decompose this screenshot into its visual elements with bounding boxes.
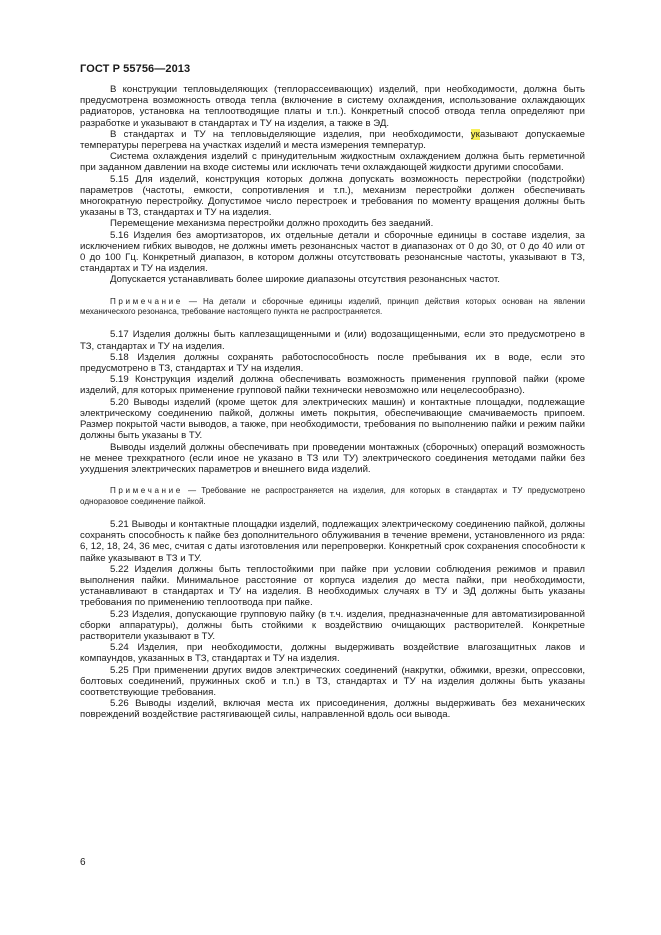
paragraph: 5.25 При применении других видов электрических соединений (накрутки, обжимки, врезки, опрессовки, болтовых соединений, пружинных скоб и т.п.) в ТЗ, стандартах и ТУ на изделия должны быть указаны соответствующие требования. xyxy=(80,664,585,698)
paragraph-highlighted xyxy=(80,129,585,151)
paragraph: 5.17 Изделия должны быть каплезащищенными и (или) водозащищенными, если это предусмотрено в ТЗ, стандартах и ТУ на изделия. xyxy=(80,329,585,352)
paragraph: Выводы изделий должны обеспечивать при проведении монтажных (сборочных) операций возможность не менее трехкратного (если иное не указано в ТЗ или ТУ) электрического соединения методами пайки без ухудшения электрических параметров и внешнего вида изделий. xyxy=(80,441,585,475)
paragraph: 5.16 Изделия без амортизаторов, их отдельные детали и сборочные единицы в составе изделия, за исключением гибких выводов, не должны иметь резонансных частот в диапазонах от 0 до 30, от 0 до 40 или от 0 до 100 Гц. Конкретный диапазон, в котором должны отсутствовать резонансные частоты, указывают в ТЗ, стандартах и ТУ на изделия. xyxy=(80,229,585,275)
page-number: 6 xyxy=(80,857,86,868)
paragraph: В конструкции тепловыделяющих (теплорассеивающих) изделий, при необходимости, должна быть предусмотрена возможность отвода тепла (включение в систему охлаждения, использование охлаждающих радиаторов, установка на теплоотводящие платы и т.п.). Конкретный способ отвода тепла определяют при разработке и указывают в стандартах и ТУ на изделия, а также в ЭД. xyxy=(80,84,585,129)
paragraph: Допускается устанавливать более широкие диапазоны отсутствия резонансных частот. xyxy=(110,274,500,286)
paragraph: 5.21 Выводы и контактные площадки изделий, подлежащих электрическому соединению пайкой, должны сохранять способность к пайке без дополнительного облуживания в течение времени, установленного из ряда: 6, 12, 18, 24, 36 мес, считая с даты изготовления или перепроверки. Конкретный срок сохранения способности к пайке указывают в ТЗ и ТУ. xyxy=(80,518,585,564)
paragraph: 5.19 Конструкция изделий должна обеспечивать возможность применения групповой пайки (кроме изделий, для которых применение групповой пайки технически невозможно или нецелесообразно). xyxy=(80,374,585,397)
text-run: азывают допускаемые температуры перегрева на участках изделий и места измерения температур. xyxy=(80,128,585,152)
document-body xyxy=(80,84,585,721)
note-text: — Требование не распространяется на изделия, для которых в стандартах и ТУ предусмотрено одноразовое соединение пайкой. xyxy=(80,486,585,506)
paragraph: 5.23 Изделия, допускающие групповую пайку (в т.ч. изделия, предназначенные для автоматизированной сборки аппаратуры), должны быть стойкими к воздействию очищающих растворителей. Конкретные растворители указывают в ТУ. xyxy=(80,608,585,642)
paragraph: 5.24 Изделия, при необходимости, должны выдерживать воздействие влагозащитных лаков и компаундов, указанных в ТЗ, стандартах и ТУ на изделия. xyxy=(80,642,585,665)
text-run: В стандартах и ТУ на тепловыделяющие изделия, при необходимости, xyxy=(110,128,464,140)
paragraph: Перемещение механизма перестройки должно проходить без заеданий. xyxy=(110,218,434,230)
note-text: — На детали и сборочные единицы изделий, принцип действия которых основан на явлении механического резонанса, требование настоящего пункта не распространяется. xyxy=(80,296,585,317)
doc-header: ГОСТ Р 55756—2013 xyxy=(80,63,191,75)
note xyxy=(80,486,585,507)
paragraph: 5.22 Изделия должны быть теплостойкими при пайке при условии соблюдения режимов и правил выполнения пайки. Минимальное расстояние от корпуса изделия до места пайки, при необходимости, устанавливают в стандартах и ТУ на изделия. В необходимых случаях в ТУ и ЭД должны быть указаны требования по применению теплоотвода при пайке. xyxy=(80,563,585,609)
paragraph: Система охлаждения изделий с принудительным жидкостным охлаждением должна быть герметичной при заданном давлении на входе системы или исключать течи охлаждающей жидкости другими способами. xyxy=(80,151,585,174)
paragraph: 5.18 Изделия должны сохранять работоспособность после пребывания их в воде, если это предусмотрено в ТЗ, стандартах и ТУ на изделия. xyxy=(80,351,585,375)
note xyxy=(80,297,585,318)
note-label: Примечание xyxy=(110,486,183,496)
paragraph: 5.15 Для изделий, конструкция которых должна допускать возможность перестройки (подстройки) параметров (частоты, емкости, сопротивления и т.п.), механизм перестройки должен обеспечивать многократную перестройку. Допустимое число перестроек и требования по моменту вращения должны быть указаны в ТЗ, стандартах и ТУ на изделия. xyxy=(80,173,585,219)
paragraph: 5.26 Выводы изделий, включая места их присоединения, должны выдерживать без механических повреждений воздействие растягивающей силы, направленной вдоль оси вывода. xyxy=(80,698,585,721)
highlight-mark: ук xyxy=(470,128,480,140)
paragraph: 5.20 Выводы изделий (кроме щеток для электрических машин) и контактные площадки, подлежащие электрическому соединению пайкой, должны иметь покрытия, обеспечивающие смачиваемость припоем. Размер покрытой части выводов, а также, при необходимости, требования по выполнению пайки и режим пайки должны быть указаны в ТУ. xyxy=(80,396,585,442)
note-label: Примечание xyxy=(110,296,183,306)
